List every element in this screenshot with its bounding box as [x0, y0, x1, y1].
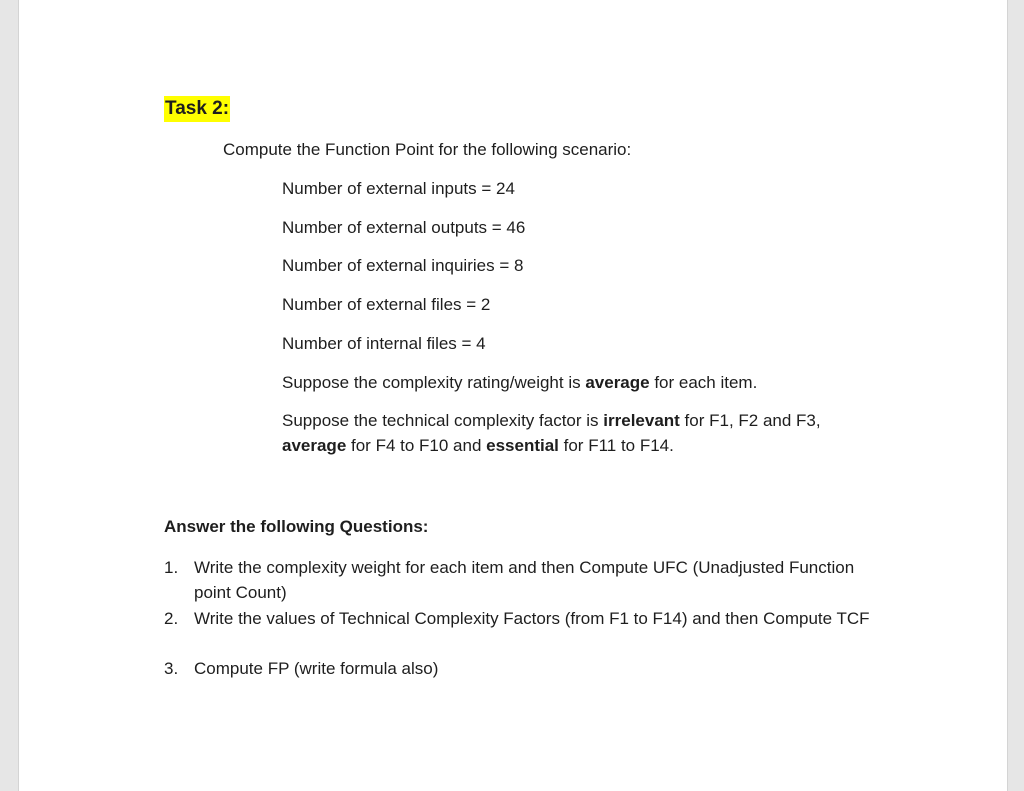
param-external-files: Number of external files = 2 [282, 295, 491, 314]
question-text: Write the values of Technical Complexity Factors (from F1 to F14) and then Compute TCF [194, 609, 870, 628]
complexity-rating-statement [282, 372, 757, 394]
tcf-pre: Suppose the technical complexity factor is [282, 411, 604, 430]
tcf-mid2: for F4 to F10 and [346, 436, 487, 455]
list-item [164, 555, 884, 605]
question-text: Compute FP (write formula also) [194, 659, 439, 678]
list-item [164, 606, 884, 656]
task-title: Task 2: [164, 96, 230, 122]
tcf-mid1: for F1, F2 and F3, [679, 411, 821, 430]
question-number: 2. [164, 609, 179, 628]
complexity-rating-post: for each item. [649, 373, 758, 392]
tcf-post: for F11 to F14. [558, 436, 674, 455]
task-intro: Compute the Function Point for the following scenario: [223, 140, 632, 159]
param-external-inputs: Number of external inputs = 24 [282, 179, 515, 198]
tcf-statement [282, 408, 862, 458]
list-item [164, 656, 884, 681]
question-number: 1. [164, 558, 179, 577]
answers-heading: Answer the following Questions: [164, 517, 429, 536]
document-page [18, 0, 1008, 791]
complexity-rating-pre: Suppose the complexity rating/weight is [282, 373, 586, 392]
complexity-rating-emphasis: average [585, 373, 650, 392]
tcf-irrelevant: irrelevant [603, 411, 680, 430]
question-number: 3. [164, 659, 179, 678]
param-internal-files: Number of internal files = 4 [282, 334, 486, 353]
tcf-essential: essential [486, 436, 559, 455]
question-text: Write the complexity weight for each item and then Compute UFC (Unadjusted Function point Count) [194, 558, 855, 602]
tcf-average: average [282, 436, 347, 455]
param-external-outputs: Number of external outputs = 46 [282, 218, 526, 237]
param-external-inquiries: Number of external inquiries = 8 [282, 256, 524, 275]
